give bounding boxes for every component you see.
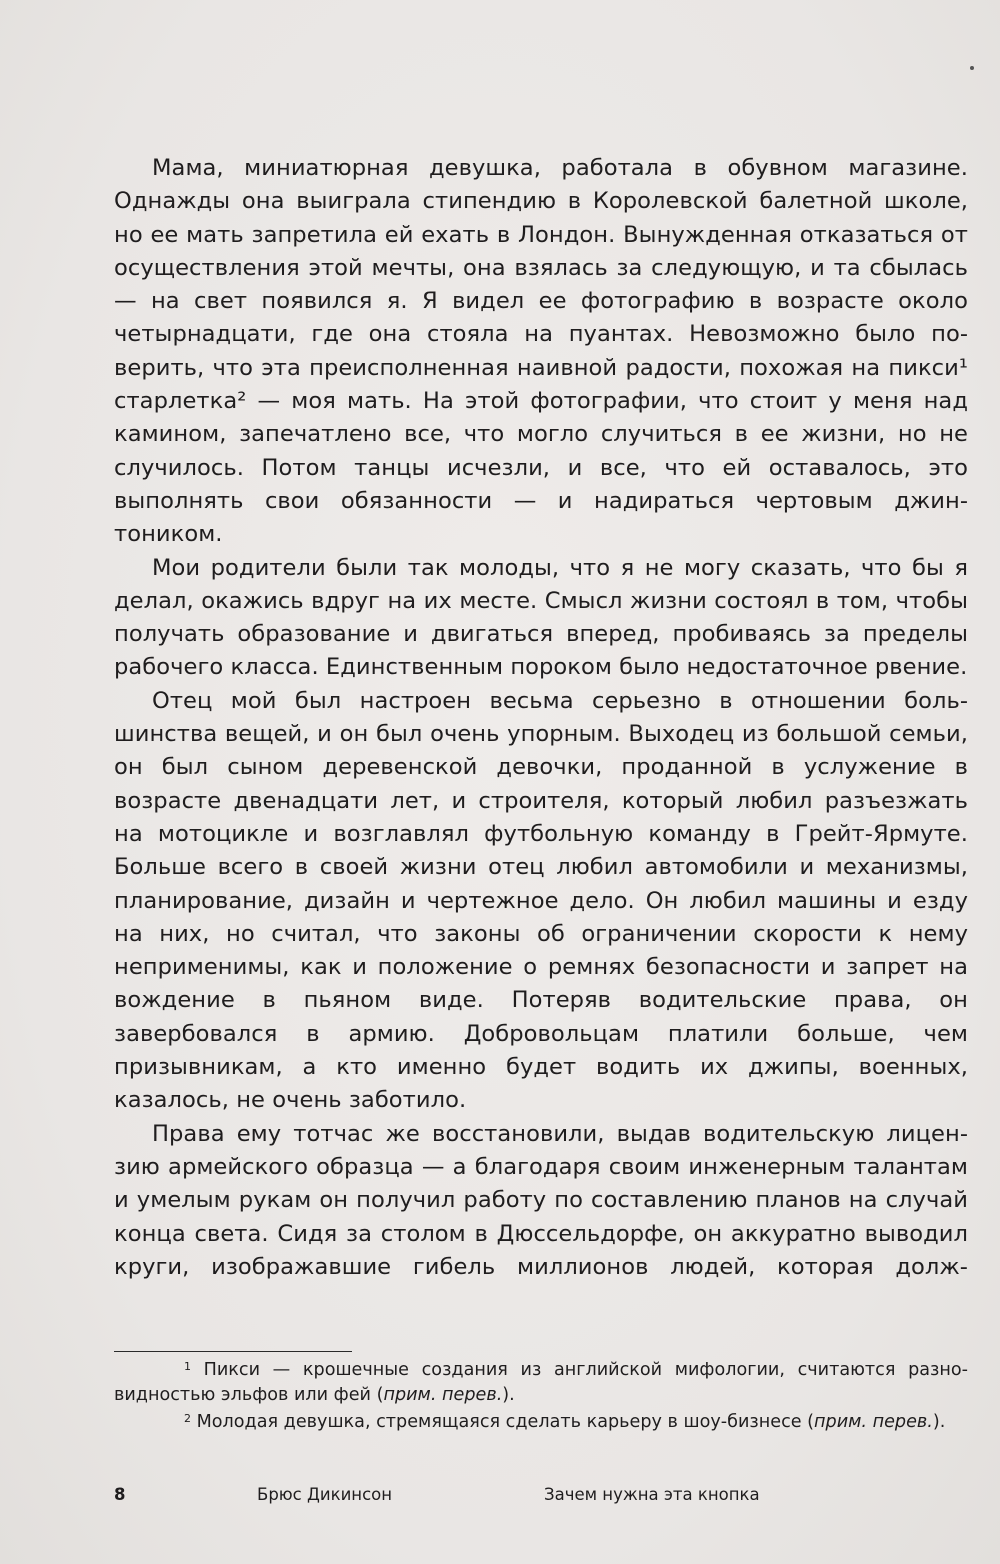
running-title: Зачем нужна эта кнопка: [544, 1485, 760, 1504]
footnote-1-tail: ).: [502, 1384, 515, 1405]
footnote-1-note: прим. перев.: [383, 1384, 503, 1405]
paragraph-1: Мама, миниатюрная девушка, работала в обувном магазине. Однажды она выиграла стипендию в Королевской балетной школе, но ее мать запретила ей ехать в Лондон. Вынужденная отказаться от осуществления этой мечты, она взялась за следующую, и та сбылась — на свет появился я. Я видел ее фотографию в возрасте около четырнадцати, где она стояла на пуантах. Невозможно было поверить, что эта преисполненная наивной радости, похожая на пикси¹ старлетка² — моя мать. На этой фотографии, что стоит у меня над камином, запечатлено все, что могло случиться в ее жизни, но не случилось. Потом танцы исчезли, и все, что ей оставалось, это выполнять свои обязанности — и надираться чертовым джинтоником.: [114, 155, 968, 548]
footnote-2-mark: 2: [184, 1412, 191, 1425]
page-footer: [0, 1485, 1000, 1509]
footnote-1-text: Пикси — крошечные создания из английской мифологии, считаются разновидностью эльфов или фей (: [114, 1360, 968, 1405]
paragraph-2: Мои родители были так молоды, что я не могу сказать, что бы я делал, окажись вдруг на их месте. Смысл жизни состоял в том, чтобы получать образование и двигаться вперед, пробиваясь за пределы рабочего класса. Единственным пороком было недостаточное рвение.: [114, 554, 968, 681]
body-text: [114, 152, 968, 1284]
page-number: 8: [114, 1485, 126, 1504]
footnote-1-mark: 1: [184, 1360, 191, 1373]
paragraph-3: Отец мой был настроен весьма серьезно в отношении большинства вещей, и он был очень упорным. Выходец из большой семьи, он был сыном деревенской девочки, проданной в услужение в возрасте двенадцати лет, и строителя, который любил разъезжать на мотоцикле и возглавлял футбольную команду в Грейт-Ярмуте. Больше всего в своей жизни отец любил автомобили и механизмы, планирование, дизайн и чертежное дело. Он любил машины и езду на них, но считал, что законы об ограничении скорости к нему неприменимы, как и положение о ремнях безопасности и запрет на вождение в пьяном виде. Потеряв водительские права, он завербовался в армию. Добровольцам платили больше, чем призывникам, а кто именно будет водить их джипы, военных, казалось, не очень заботило.: [114, 687, 968, 1114]
footnote-1: [114, 1355, 968, 1407]
running-author: Брюс Дикинсон: [257, 1485, 393, 1504]
footnote-2-text: Молодая девушка, стремящаяся сделать карьеру в шоу-бизнесе (: [196, 1412, 815, 1432]
footnote-2-note: прим. перев.: [814, 1412, 933, 1432]
paragraph-4: Права ему тотчас же восстановили, выдав водительскую лицензию армейского образца — а благодаря своим инженерным талантам и умелым рукам он получил работу по составлению планов на случай конца света. Сидя за столом в Дюссельдорфе, он аккуратно выводил круги, изображавшие гибель миллионов людей, которая долж-: [114, 1120, 968, 1280]
footnote-divider: [114, 1351, 352, 1352]
footnote-2-tail: ).: [932, 1412, 946, 1432]
print-mark: [970, 66, 974, 70]
footnote-2: [114, 1407, 968, 1435]
footnotes: [114, 1355, 968, 1435]
